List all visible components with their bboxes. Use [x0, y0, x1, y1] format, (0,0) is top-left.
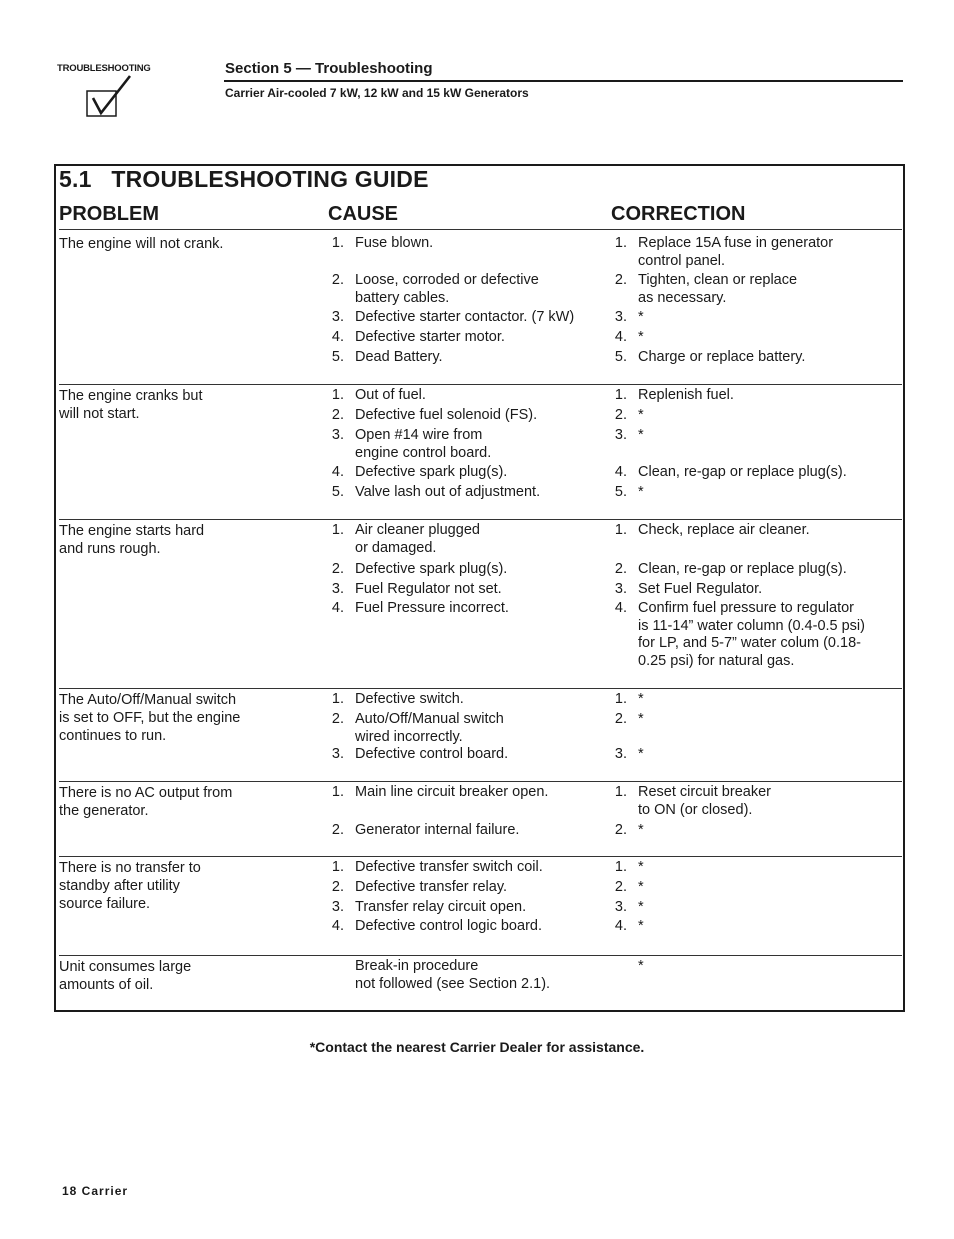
column-header-problem: PROBLEM [59, 203, 159, 225]
correction-text: * [638, 859, 644, 875]
correction-number: 3. [614, 899, 627, 915]
section-subtitle: Carrier Air-cooled 7 kW, 12 kW and 15 kW Generators [225, 86, 529, 100]
checkmark-box-icon [82, 74, 132, 118]
section-title: Section 5 — Troubleshooting [225, 60, 433, 77]
correction-text: * [638, 746, 644, 762]
cause-number: 2. [331, 711, 344, 727]
correction-number: 1. [614, 522, 627, 538]
correction-number: 2. [614, 407, 627, 423]
cause-text: Defective control logic board. [355, 918, 542, 934]
cause-number: 1. [331, 784, 344, 800]
row-divider [59, 229, 902, 230]
cause-number: 3. [331, 309, 344, 325]
correction-text: * [638, 427, 644, 443]
correction-text: Tighten, clean or replace as necessary. [638, 272, 798, 306]
cause-text: Defective spark plug(s). [355, 561, 508, 577]
cause-text: Loose, corroded or defective battery cables. [355, 272, 539, 306]
cause-number: 5. [331, 349, 344, 365]
correction-text: * [638, 484, 644, 500]
cause-number: 1. [331, 859, 344, 875]
troubleshooting-guide-table [54, 164, 905, 1012]
cause-number: 3. [331, 746, 344, 762]
correction-text: Charge or replace battery. [638, 349, 806, 365]
correction-number: 2. [614, 822, 627, 838]
cause-number: 1. [331, 235, 344, 251]
correction-number: 4. [614, 464, 627, 480]
correction-text: * [638, 329, 644, 345]
row-divider [59, 781, 902, 782]
cause-number: 2. [331, 407, 344, 423]
cause-text: Defective transfer relay. [355, 879, 508, 895]
correction-number: 2. [614, 561, 627, 577]
cause-number: 3. [331, 899, 344, 915]
cause-number: 4. [331, 329, 344, 345]
cause-number: 4. [331, 918, 344, 934]
footnote: *Contact the nearest Carrier Dealer for assistance. [309, 1039, 645, 1055]
section-tag: TROUBLESHOOTING [57, 63, 151, 74]
correction-number: 2. [614, 711, 627, 727]
correction-number: 2. [614, 879, 627, 895]
correction-number: 1. [614, 387, 627, 403]
correction-text: * [638, 691, 644, 707]
correction-number: 3. [614, 309, 627, 325]
cause-text: Defective starter motor. [355, 329, 505, 345]
cause-text: Dead Battery. [355, 349, 443, 365]
correction-text: Replace 15A fuse in generator control panel. [638, 235, 834, 269]
problem-cell: The engine starts hard and runs rough. [59, 523, 205, 557]
cause-text: Fuel Pressure incorrect. [355, 600, 509, 616]
guide-title: 5.1 TROUBLESHOOTING GUIDE [59, 166, 429, 192]
correction-text: Set Fuel Regulator. [638, 581, 763, 597]
cause-number: 2. [331, 879, 344, 895]
page-footer: 18 Carrier [62, 1184, 129, 1198]
correction-text: * [638, 918, 644, 934]
correction-number: 1. [614, 784, 627, 800]
cause-text: Defective switch. [355, 691, 464, 707]
correction-text: Check, replace air cleaner. [638, 522, 810, 538]
row-divider [59, 688, 902, 689]
correction-number: 5. [614, 349, 627, 365]
cause-number: 2. [331, 272, 344, 288]
cause-text: Defective spark plug(s). [355, 464, 508, 480]
correction-text: Confirm fuel pressure to regulator is 11-14” water column (0.4-0.5 psi) for LP, and 5-7” water colum (0.18- 0.25 psi) for natural gas. [638, 600, 865, 669]
correction-number: 4. [614, 329, 627, 345]
cause-text: Open #14 wire from engine control board. [355, 427, 492, 461]
cause-text: Out of fuel. [355, 387, 426, 403]
correction-text: * [638, 899, 644, 915]
problem-cell: The engine cranks but will not start. [59, 388, 203, 422]
cause-text: Generator internal failure. [355, 822, 520, 838]
column-header-correction: CORRECTION [611, 203, 746, 225]
row-divider [59, 856, 902, 857]
correction-text: Clean, re-gap or replace plug(s). [638, 464, 847, 480]
correction-number: 3. [614, 581, 627, 597]
problem-cell: The Auto/Off/Manual switch is set to OFF, but the engine continues to run. [59, 692, 241, 744]
correction-number: 4. [614, 918, 627, 934]
cause-text: Air cleaner plugged or damaged. [355, 522, 480, 556]
cause-text: Defective transfer switch coil. [355, 859, 543, 875]
problem-cell: There is no transfer to standby after utility source failure. [59, 860, 201, 912]
correction-text: * [638, 879, 644, 895]
cause-number: 1. [331, 522, 344, 538]
cause-number: 5. [331, 484, 344, 500]
correction-text: * [638, 309, 644, 325]
correction-number: 1. [614, 859, 627, 875]
correction-number: 3. [614, 427, 627, 443]
correction-text: * [638, 822, 644, 838]
correction-text: * [638, 958, 644, 974]
column-header-cause: CAUSE [328, 203, 399, 225]
correction-number: 4. [614, 600, 627, 616]
cause-text: Defective fuel solenoid (FS). [355, 407, 538, 423]
cause-text: Fuel Regulator not set. [355, 581, 502, 597]
row-divider [59, 384, 902, 385]
header-rule [224, 80, 903, 82]
correction-number: 2. [614, 272, 627, 288]
correction-text: Clean, re-gap or replace plug(s). [638, 561, 847, 577]
row-divider [59, 519, 902, 520]
correction-number: 3. [614, 746, 627, 762]
correction-text: Replenish fuel. [638, 387, 734, 403]
cause-number: 1. [331, 691, 344, 707]
cause-number: 4. [331, 464, 344, 480]
cause-text: Defective control board. [355, 746, 509, 762]
cause-number: 3. [331, 427, 344, 443]
correction-text: * [638, 711, 644, 727]
cause-text: Valve lash out of adjustment. [355, 484, 541, 500]
cause-text: Transfer relay circuit open. [355, 899, 527, 915]
correction-text: Reset circuit breaker to ON (or closed). [638, 784, 771, 818]
cause-number: 2. [331, 561, 344, 577]
correction-number: 5. [614, 484, 627, 500]
correction-number: 1. [614, 235, 627, 251]
cause-number: 4. [331, 600, 344, 616]
problem-cell: Unit consumes large amounts of oil. [59, 959, 192, 993]
cause-number: 1. [331, 387, 344, 403]
cause-text: Fuse blown. [355, 235, 434, 251]
cause-text: Main line circuit breaker open. [355, 784, 549, 800]
cause-text: Auto/Off/Manual switch wired incorrectly. [355, 711, 504, 745]
correction-text: * [638, 407, 644, 423]
cause-number: 2. [331, 822, 344, 838]
row-divider [59, 955, 902, 956]
cause-text: Break-in procedure not followed (see Section 2.1). [355, 958, 551, 992]
correction-number: 1. [614, 691, 627, 707]
cause-number: 3. [331, 581, 344, 597]
problem-cell: The engine will not crank. [59, 236, 224, 252]
problem-cell: There is no AC output from the generator. [59, 785, 233, 819]
cause-text: Defective starter contactor. (7 kW) [355, 309, 575, 325]
